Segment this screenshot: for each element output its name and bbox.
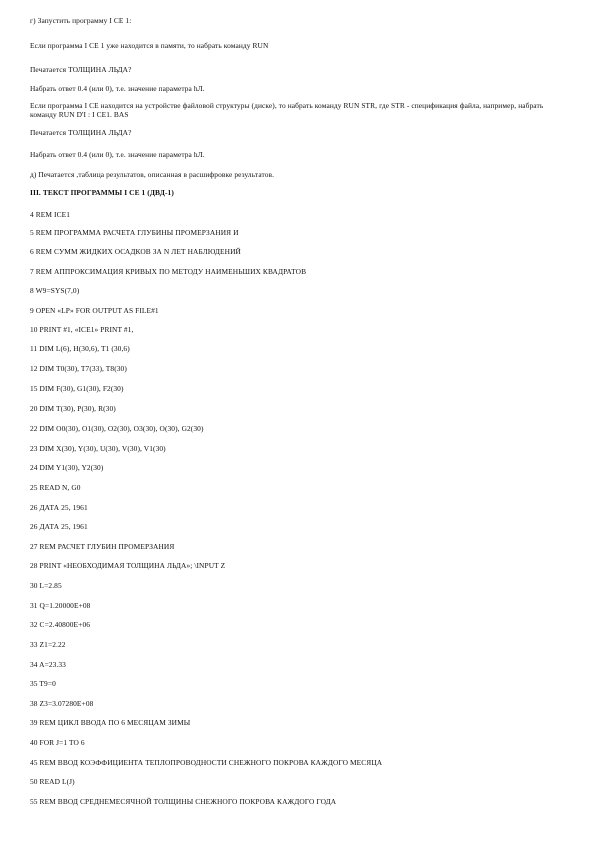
instruction-run-from-memory: Если программа I CE 1 уже находится в памяти, то набрать команду RUN — [30, 41, 269, 50]
code-line: 34 A=23.33 — [30, 660, 66, 669]
instruction-run-from-disk: Если программа I CE находится на устройстве файловой структуры (диске), то набрать команду RUN STR, где STR - спецификация файла, например, набрать команду RUN D'I : I CE1. BAS — [30, 101, 544, 119]
code-line: 22 DIM O0(30), O1(30), O2(30), O3(30), O(30), G2(30) — [30, 424, 204, 433]
code-line: 50 READ L(J) — [30, 777, 75, 786]
code-line: 9 OPEN «LP» FOR OUTPUT AS FILE#1 — [30, 306, 159, 315]
code-line: 12 DIM T0(30), T7(33), T8(30) — [30, 364, 127, 373]
prompt-ice-thickness-2: Печатается ТОЛЩИНА ЛЬДА? — [30, 128, 132, 137]
step-g-run-program: г) Запустить программу I CE 1: — [30, 16, 132, 25]
code-line: 33 Z1=2.22 — [30, 640, 66, 649]
instruction-enter-answer-2: Набрать ответ 0.4 (или 0), т.е. значение параметра hЛ. — [30, 150, 205, 159]
code-line: 26 ДАТА 25, 1961 — [30, 522, 88, 531]
code-line: 35 T9=0 — [30, 679, 56, 688]
code-line: 6 REM СУММ ЖИДКИХ ОСАДКОВ ЗА N ЛЕТ НАБЛЮДЕНИЙ — [30, 247, 241, 256]
code-line: 4 REM ICE1 — [30, 210, 71, 219]
code-line: 20 DIM T(30), P(30), R(30) — [30, 404, 116, 413]
code-line: 23 DIM X(30), Y(30), U(30), V(30), V1(30) — [30, 444, 166, 453]
code-line: 40 FOR J=1 TO 6 — [30, 738, 85, 747]
code-line: 26 ДАТА 25, 1961 — [30, 503, 88, 512]
code-line: 24 DIM Y1(30), Y2(30) — [30, 463, 104, 472]
code-line: 8 W9=SYS(7,0) — [30, 286, 80, 295]
code-line: 55 REM ВВОД СРЕДНЕМЕСЯЧНОЙ ТОЛЩИНЫ СНЕЖНОГО ПОКРОВА КАЖДОГО ГОДА — [30, 797, 337, 806]
section-heading-program-text: III. ТЕКСТ ПРОГРАММЫ I CE 1 (ДВД-1) — [30, 188, 174, 197]
code-line: 32 C=2.40800E+06 — [30, 620, 91, 629]
code-line: 5 REM ПРОГРАММА РАСЧЕТА ГЛУБИНЫ ПРОМЕРЗАНИЯ И — [30, 228, 239, 237]
code-line: 10 PRINT #1, «ICE1» PRINT #1, — [30, 325, 134, 334]
code-line: 27 REM РАСЧЕТ ГЛУБИН ПРОМЕРЗАНИЯ — [30, 542, 175, 551]
code-line: 7 REM АППРОКСИМАЦИЯ КРИВЫХ ПО МЕТОДУ НАИМЕНЬШИХ КВАДРАТОВ — [30, 267, 307, 276]
code-line: 45 REM ВВОД КОЭФФИЦИЕНТА ТЕПЛОПРОВОДНОСТИ СНЕЖНОГО ПОКРОВА КАЖДОГО МЕСЯЦА — [30, 758, 383, 767]
code-line: 15 DIM F(30), G1(30), F2(30) — [30, 384, 124, 393]
prompt-ice-thickness: Печатается ТОЛЩИНА ЛЬДА? — [30, 65, 132, 74]
document-page — [30, 0, 575, 842]
code-line: 39 REM ЦИКЛ ВВОДА ПО 6 МЕСЯЦАМ ЗИМЫ — [30, 718, 191, 727]
code-line: 31 Q=1.20000E+08 — [30, 601, 91, 610]
code-line: 30 L=2.85 — [30, 581, 62, 590]
code-line: 11 DIM L(6), H(30,6), T1 (30,6) — [30, 344, 130, 353]
code-line: 25 READ N, G0 — [30, 483, 81, 492]
code-line: 28 PRINT «НЕОБХОДИМАЯ ТОЛЩИНА ЛЬДА»; \INPUT Z — [30, 561, 226, 570]
instruction-enter-answer: Набрать ответ 0.4 (или 0), т.е. значение параметра hЛ. — [30, 84, 205, 93]
code-line: 38 Z3=3.07280E+08 — [30, 699, 94, 708]
step-d-results-table: д) Печатается ,таблица результатов, описанная в расшифровке результатов. — [30, 170, 275, 179]
